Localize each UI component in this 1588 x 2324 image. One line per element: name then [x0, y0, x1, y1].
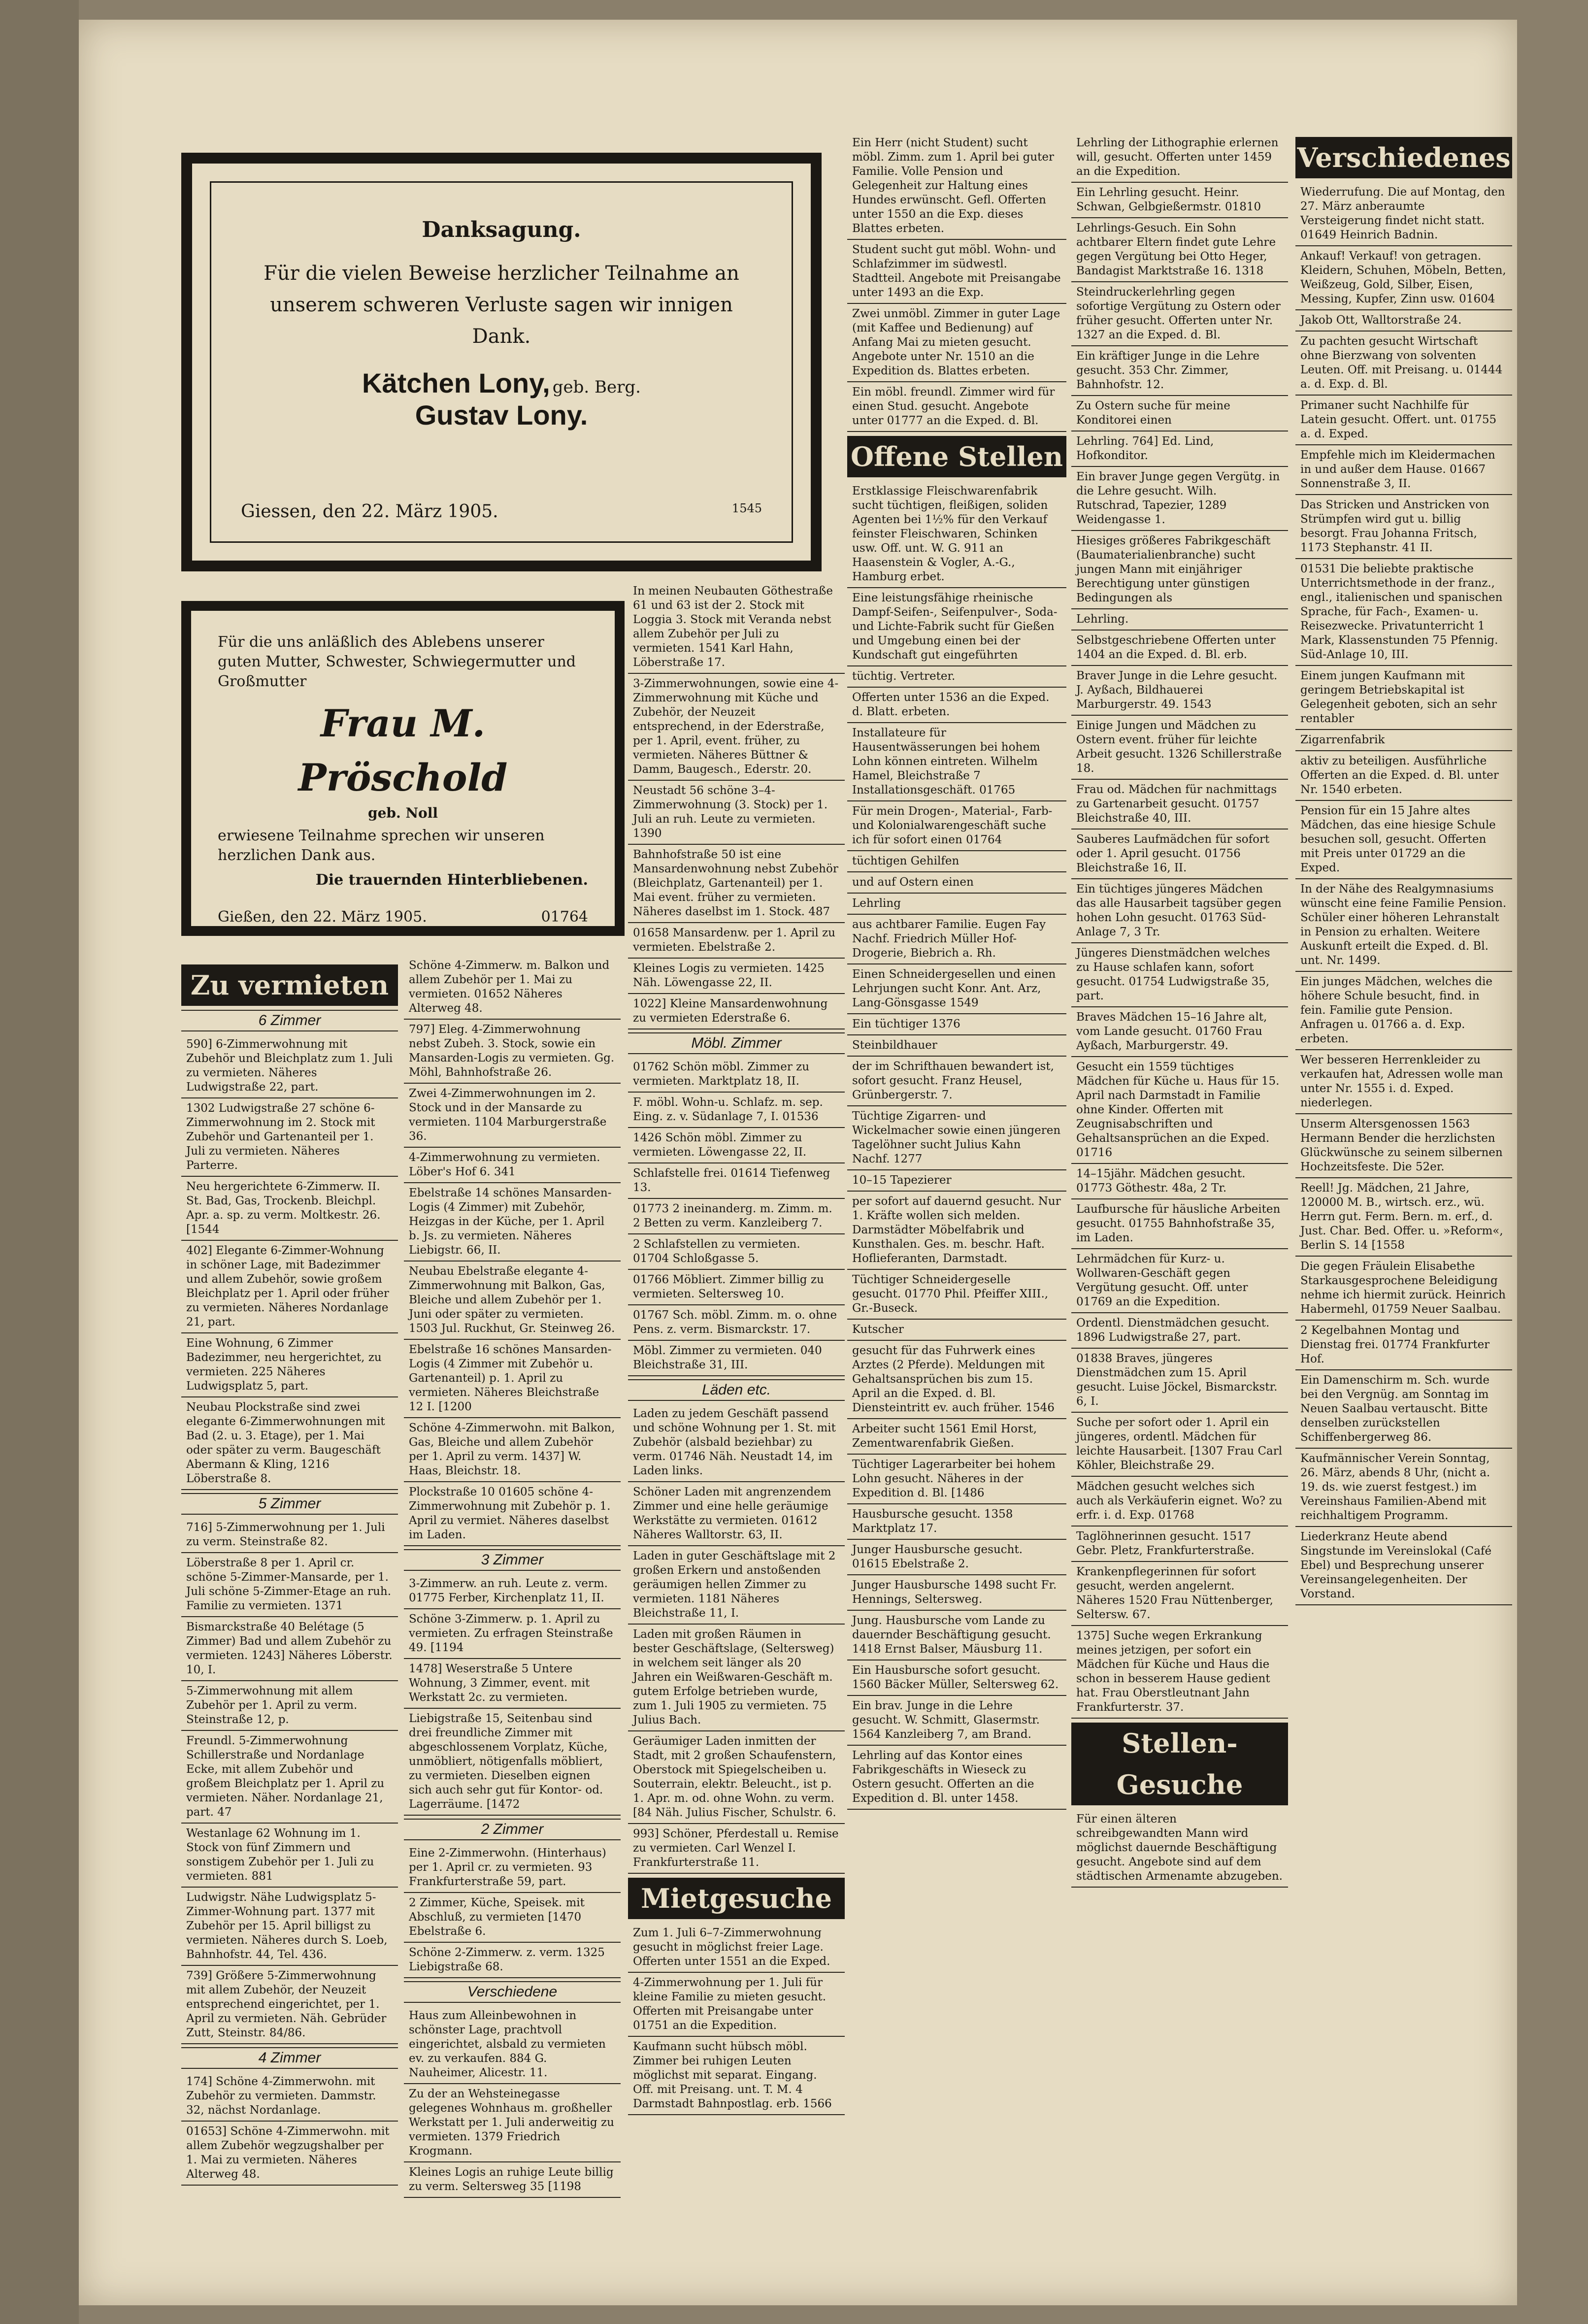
classified-ad: 4-Zimmerwohnung zu vermieten. Löber's Hof 6. 341 — [404, 1148, 621, 1183]
classified-ad: 4-Zimmerwohnung per 1. Juli für kleine Familie zu mieten gesucht. Offerten mit Preisangabe unter 01751 an die Expedition. — [628, 1973, 845, 2037]
classified-ad: Mädchen gesucht welches sich auch als Verkäuferin eignet. Wo? zu erfr. i. d. Exp. 01768 — [1071, 1477, 1288, 1527]
banner-mietgesuche: Mietgesuche — [628, 1878, 845, 1919]
classified-ad: Löberstraße 8 per 1. April cr. schöne 5-Zimmer-Mansarde, per 1. Juli schöne 5-Zimmer-Etage an ruh. Familie zu vermieten. 1371 — [181, 1553, 398, 1617]
classified-ad: Tüchtiger Schneidergeselle gesucht. 01770 Phil. Pfeiffer XIII., Gr.-Buseck. — [847, 1270, 1066, 1320]
classified-ad: Kaufmännischer Verein Sonntag, 26. März, abends 8 Uhr, (nicht a. 19. ds. wie zuerst festgest.) im Vereinshaus Familien-Abend mit reichhaltigem Programm. — [1295, 1449, 1512, 1527]
notice2-name: Frau M. Pröschold — [298, 701, 508, 799]
classified-ad: Die gegen Fräulein Elisabethe Starkausgesprochene Beleidigung nehme ich hiermit zurück. Heinrich Habermehl, 01759 Neuer Saalbau. — [1295, 1257, 1512, 1321]
classified-ad: Eine Wohnung, 6 Zimmer Badezimmer, neu hergerichtet, zu vermieten. 225 Näheres Ludwigsplatz 5, part. — [181, 1333, 398, 1397]
banner-verschiedenes: Verschiedenes — [1295, 137, 1512, 178]
classified-ad: Ein brav. Junge in die Lehre gesucht. W. Schmitt, Glasermstr. 1564 Kanzleiberg 7, am Brand. — [847, 1696, 1066, 1746]
classified-ad: Zum 1. Juli 6–7-Zimmerwohnung gesucht in möglichst freier Lage. Offerten unter 1551 an die Exped. — [628, 1923, 845, 1973]
classified-ad: Bismarckstraße 40 Belétage (5 Zimmer) Bad und allem Zubehör zu vermieten. 1243] Näheres Löberstr. 10, I. — [181, 1617, 398, 1681]
classified-ad: Frau od. Mädchen für nachmittags zu Gartenarbeit gesucht. 01757 Bleichstraße 40, III. — [1071, 780, 1288, 830]
ads-verschiedene — [404, 2006, 621, 2198]
banner-stellen-gesuche: Stellen-Gesuche — [1071, 1723, 1288, 1805]
classified-ad: Suche per sofort oder 1. April ein jüngeres, ordentl. Mädchen für leichte Hausarbeit. [1307 Frau Carl Köhler, Bleichstraße 29. — [1071, 1413, 1288, 1477]
classified-ad: 1426 Schön möbl. Zimmer zu vermieten. Löwengasse 22, II. — [628, 1128, 845, 1163]
classified-ad: Einen Schneidergesellen und einen Lehrjungen sucht Konr. Ant. Arz, Lang-Gönsgasse 1549 — [847, 964, 1066, 1014]
classified-ad: aktiv zu beteiligen. Ausführliche Offerten an die Exped. d. Bl. unter Nr. 1540 erbeten. — [1295, 751, 1512, 801]
classified-ad: Westanlage 62 Wohnung im 1. Stock von fünf Zimmern und sonstigem Zubehör per 1. Juli zu vermieten. 881 — [181, 1824, 398, 1888]
notice-title: Danksagung. — [422, 217, 581, 242]
section-6-zimmer: 6 Zimmer — [181, 1010, 398, 1031]
classified-ad: Zwei 4-Zimmerwohnungen im 2. Stock und in der Mansarde zu vermieten. 1104 Marburgerstraße 36. — [404, 1084, 621, 1148]
classified-ad: Ankauf! Verkauf! von getragen. Kleidern, Schuhen, Möbeln, Betten, Weißzeug, Gold, Silber, Eisen, Messing, Kupfer, Zinn usw. 01604 — [1295, 246, 1512, 310]
classified-ad: Für einen älteren schreibgewandten Mann wird möglichst dauernde Beschäftigung gesucht. Angebote sind auf dem städtischen Armenamte abzugeben. — [1071, 1809, 1288, 1888]
classified-ad: 01773 2 ineinanderg. m. Zimm. m. 2 Betten zu verm. Kanzleiberg 7. — [628, 1199, 845, 1234]
classified-ad: Neubau Plockstraße sind zwei elegante 6-Zimmerwohnungen mit Bad (2. u. 3. Etage), per 1. Mai oder später zu verm. Baugeschäft Abermann & Kling, 1216 Löberstraße 8. — [181, 1397, 398, 1490]
section-2-zimmer: 2 Zimmer — [404, 1819, 621, 1840]
classified-ad: Empfehle mich im Kleidermachen in und außer dem Hause. 01667 Sonnenstraße 3, II. — [1295, 445, 1512, 495]
scan-background — [0, 0, 79, 2324]
classified-ad: Ein möbl. freundl. Zimmer wird für einen Stud. gesucht. Angebote unter 01777 an die Exped. d. Bl. — [847, 382, 1066, 432]
ads-3-zimmer — [404, 1574, 621, 1816]
classified-ad: Kaufmann sucht hübsch möbl. Zimmer bei ruhigen Leuten möglichst mit separat. Eingang. Off. mit Preisang. unt. T. M. 4 Darmstadt Bahnpostlag. erb. 1566 — [628, 2037, 845, 2115]
classified-ad: gesucht für das Fuhrwerk eines Arztes (2 Pferde). Meldungen mit Gehaltsansprüchen bis zum 15. April an die Exped. d. Bl. Diensteintritt ev. auch früher. 1546 — [847, 1341, 1066, 1419]
classified-ad: Zu der an Wehsteinegasse gelegenes Wohnhaus m. großheller Werkstatt per 1. Juli anderweitig zu vermieten. 1379 Friedrich Krogmann. — [404, 2084, 621, 2162]
classified-ad: Ein junges Mädchen, welches die höhere Schule besucht, find. in fein. Familie gute Pension. Anfragen u. 01766 a. d. Exp. erbeten. — [1295, 972, 1512, 1050]
classified-ad: 3-Zimmerw. an ruh. Leute z. verm. 01775 Ferber, Kirchenplatz 11, II. — [404, 1574, 621, 1609]
classified-ad: In meinen Neubauten Göthestraße 61 und 63 ist der 2. Stock mit Loggia 3. Stock mit Veranda nebst allem Zubehör per Juli zu vermieten. 1541 Karl Hahn, Löberstraße 17. — [628, 581, 845, 674]
classified-ad: Ein kräftiger Junge in die Lehre gesucht. 353 Chr. Zimmer, Bahnhofstr. 12. — [1071, 346, 1288, 396]
classified-ad: 797] Eleg. 4-Zimmerwohnung nebst Zubeh. 3. Stock, sowie ein Mansarden-Logis zu vermieten. Gg. Möhl, Bahnhofstraße 26. — [404, 1020, 621, 1084]
section-laeden: Läden etc. — [628, 1379, 845, 1401]
ads-5-zimmer — [181, 1518, 398, 2044]
classified-ad: Lehrlings-Gesuch. Ein Sohn achtbarer Eltern findet gute Lehre gegen Vergütung bei Otto Heger, Bandagist Marktstraße 16. 1318 — [1071, 218, 1288, 282]
classified-ad: aus achtbarer Familie. Eugen Fay Nachf. Friedrich Müller Hof-Drogerie, Biebrich a. Rh. — [847, 915, 1066, 964]
classified-ad: Junger Hausbursche 1498 sucht Fr. Hennings, Seltersweg. — [847, 1575, 1066, 1611]
classified-ad: F. möbl. Wohn-u. Schlafz. m. sep. Eing. z. v. Südanlage 7, I. 01536 — [628, 1093, 845, 1128]
classified-ad: Schöne 2-Zimmerw. z. verm. 1325 Liebigstraße 68. — [404, 1943, 621, 1978]
classified-ad: Bahnhofstraße 50 ist eine Mansardenwohnung nebst Zubehör (Bleichplatz, Gartenanteil) per 1. Mai event. früher zu vermieten. Näheres daselbst im 1. Stock. 487 — [628, 845, 845, 923]
banner-zu-vermieten: Zu vermieten — [181, 964, 398, 1006]
classified-ad: Hiesiges größeres Fabrikgeschäft (Baumaterialienbranche) sucht jungen Mann mit einjähriger Berechtigung unter günstigen Bedingungen als — [1071, 531, 1288, 609]
section-5-zimmer: 5 Zimmer — [181, 1493, 398, 1515]
notice2-ref: 01764 — [541, 908, 588, 926]
ads-verschiedenes — [1295, 182, 1512, 1605]
notice-ref: 1545 — [731, 501, 762, 515]
classified-ad: Offerten unter 1536 an die Exped. d. Blatt. erbeten. — [847, 688, 1066, 723]
ads-wohnungen — [628, 581, 845, 1029]
notice-name-1-note: geb. Berg. — [552, 377, 641, 397]
classified-ad: Taglöhnerinnen gesucht. 1517 Gebr. Pletz, Frankfurterstraße. — [1071, 1527, 1288, 1562]
thank-you-notice-proeschold — [181, 601, 625, 936]
classified-ad: Arbeiter sucht 1561 Emil Horst, Zementwarenfabrik Gießen. — [847, 1419, 1066, 1455]
classified-ad: Ein Damenschirm m. Sch. wurde bei den Vergnüg. am Sonntag im Neuen Saalbau vertauscht. Bitte denselben zurückstellen Schiffenbergerweg 86. — [1295, 1370, 1512, 1449]
classified-ad: 402] Elegante 6-Zimmer-Wohnung in schöner Lage, mit Badezimmer und allem Zubehör, sowie großem Bleichplatz per 1. April oder früher zu vermieten. Näheres Nordanlage 21, part. — [181, 1241, 398, 1333]
classified-ad: Möbl. Zimmer zu vermieten. 040 Bleichstraße 31, III. — [628, 1341, 845, 1376]
classified-ad: Schlafstelle frei. 01614 Tiefenweg 13. — [628, 1163, 845, 1199]
classified-ad: Das Stricken und Anstricken von Strümpfen wird gut u. billig besorgt. Frau Johanna Fritsch, 1173 Stephanstr. 41 II. — [1295, 495, 1512, 559]
section-3-zimmer: 3 Zimmer — [404, 1549, 621, 1571]
classified-ad: tüchtigen Gehilfen — [847, 851, 1066, 872]
classified-ad: Einige Jungen und Mädchen zu Ostern event. früher für leichte Arbeit gesucht. 1326 Schillerstraße 18. — [1071, 716, 1288, 780]
notice2-intro: Für die uns anläßlich des Ablebens unserer guten Mutter, Schwester, Schwiegermutter und Großmutter — [218, 633, 576, 690]
notice-place-date: Giessen, den 22. März 1905. — [241, 501, 498, 522]
classified-ad: Laden mit großen Räumen in bester Geschäftslage, (Seltersweg) in welchem seit länger als 20 Jahren ein Weißwaren-Geschäft m. gutem Erfolge betrieben wurde, zum 1. Juli 1905 zu vermieten. 75 Julius Bach. — [628, 1625, 845, 1731]
classified-ad: 2 Kegelbahnen Montag und Dienstag frei. 01774 Frankfurter Hof. — [1295, 1321, 1512, 1370]
classified-ad: Jung. Hausbursche vom Lande zu dauernder Beschäftigung gesucht. 1418 Ernst Balser, Mäusburg 11. — [847, 1611, 1066, 1660]
classified-ad: 01658 Mansardenw. per 1. April zu vermieten. Ebelstraße 2. — [628, 923, 845, 959]
classified-ad: per sofort auf dauernd gesucht. Nur 1. Kräfte wollen sich melden. Darmstädter Möbelfabrik und Kunsthalen. Ges. m. beschr. Haft. Hoflieferanten, Darmstadt. — [847, 1192, 1066, 1270]
classified-ad: Jakob Ott, Walltorstraße 24. — [1295, 310, 1512, 332]
classified-ad: 10–15 Tapezierer — [847, 1170, 1066, 1192]
thank-you-notice-lony — [181, 153, 822, 571]
classified-ad: Schöner Laden mit angrenzendem Zimmer und eine helle geräumige Werkstätte zu vermieten. 01612 Näheres Walltorstr. 63, II. — [628, 1482, 845, 1546]
ads-moebl-zimmer — [628, 1057, 845, 1376]
notice2-name-note: geb. Noll — [367, 805, 438, 821]
classified-ad: 3-Zimmerwohnungen, sowie eine 4-Zimmerwohnung mit Küche und Zubehör, der Neuzeit entsprechend, in der Ederstraße, per 1. April, event. früher, zu vermieten. Näheres Büttner & Damm, Baugesch., Ederstr. 20. — [628, 674, 845, 781]
classified-ad: 1302 Ludwigstraße 27 schöne 6-Zimmerwohnung im 2. Stock mit Zubehör und Gartenanteil per 1. Juli zu vermieten. Näheres Parterre. — [181, 1098, 398, 1177]
ads-stellen-gesuche — [1071, 1809, 1288, 1888]
classified-ad: 739] Größere 5-Zimmerwohnung mit allem Zubehör, der Neuzeit entsprechend eingerichtet, per 1. April zu vermieten. Näh. Gebrüder Zutt, Steinstr. 84/86. — [181, 1966, 398, 2044]
classified-ad: Freundl. 5-Zimmerwohnung Schillerstraße und Nordanlage Ecke, mit allem Zubehör und großem Bleichplatz per 1. April zu vermieten. Näher. Nordanlage 21, part. 47 — [181, 1731, 398, 1824]
column-1 — [181, 961, 398, 2186]
classified-ad: 01766 Möbliert. Zimmer billig zu vermieten. Seltersweg 10. — [628, 1270, 845, 1305]
ads-offene-stellen-continued — [1071, 133, 1288, 1719]
column-5 — [1071, 133, 1288, 1888]
classified-ad: Selbstgeschriebene Offerten unter 1404 an die Exped. d. Bl. erb. — [1071, 631, 1288, 666]
classified-ad: Schöne 4-Zimmerwohn. mit Balkon, Gas, Bleiche und allem Zubehör per 1. April zu verm. 1437] W. Haas, Bleichstr. 18. — [404, 1418, 621, 1482]
classified-ad: Student sucht gut möbl. Wohn- und Schlafzimmer im südwestl. Stadtteil. Angebote mit Preisangabe unter 1493 an die Exp. — [847, 240, 1066, 304]
classified-ad: Kleines Logis zu vermieten. 1425 Näh. Löwengasse 22, II. — [628, 959, 845, 994]
ads-6-zimmer — [181, 1034, 398, 1490]
classified-ad: Installateure für Hausentwässerungen bei hohem Lohn können eintreten. Wilhelm Hamel, Bleichstraße 7 Installationsgeschäft. 01765 — [847, 723, 1066, 801]
classified-ad: Erstklassige Fleischwarenfabrik sucht tüchtigen, fleißigen, soliden Agenten bei 1½% für den Verkauf feinster Fleischwaren, Schinken usw. Off. unt. W. G. 911 an Haasenstein & Vogler, A.-G., Hamburg erbet. — [847, 481, 1066, 588]
classified-ad: Krankenpflegerinnen für sofort gesucht, werden angelernt. Näheres 1520 Frau Nüttenberger, Seltersw. 67. — [1071, 1562, 1288, 1626]
classified-ad: Jüngeres Dienstmädchen welches zu Hause schlafen kann, sofort gesucht. 01754 Ludwigstraße 35, part. — [1071, 943, 1288, 1007]
classified-ad: Lehrmädchen für Kurz- u. Wollwaren-Geschäft gegen Vergütung gesucht. Off. unter 01769 an die Expedition. — [1071, 1249, 1288, 1313]
classified-ad: Neustadt 56 schöne 3–4-Zimmerwohnung (3. Stock) per 1. Juli an ruh. Leute zu vermieten. 1390 — [628, 781, 845, 845]
classified-ad: Eine 2-Zimmerwohn. (Hinterhaus) per 1. April cr. zu vermieten. 93 Frankfurterstraße 59, part. — [404, 1843, 621, 1893]
classified-ad: Sauberes Laufmädchen für sofort oder 1. April gesucht. 01756 Bleichstraße 16, II. — [1071, 830, 1288, 879]
column-3 — [628, 581, 845, 2115]
classified-ad: 01762 Schön möbl. Zimmer zu vermieten. Marktplatz 18, II. — [628, 1057, 845, 1093]
classified-ad: Schöne 4-Zimmerw. m. Balkon und allem Zubehör per 1. Mai zu vermieten. 01652 Näheres Alterweg 48. — [404, 956, 621, 1020]
ads-4-zimmer-continued — [404, 956, 621, 1546]
classified-ad: Wer besseren Herrenkleider zu verkaufen hat, Adressen wolle man unter Nr. 1555 i. d. Exped. niederlegen. — [1295, 1050, 1512, 1114]
classified-ad: 01531 Die beliebte praktische Unterrichtsmethode in der franz., engl., italienischen und spanischen Sprache, für Fach-, Examen- u. Reisezwecke. Privatunterricht 1 Mark, Klassenstunden 75 Pfennig. Süd-Anlage 10, III. — [1295, 559, 1512, 666]
section-4-zimmer: 4 Zimmer — [181, 2047, 398, 2069]
classified-ad: Zigarrenfabrik — [1295, 730, 1512, 751]
notice2-signature: Die trauernden Hinterbliebenen. — [315, 871, 588, 889]
classified-ad: Ebelstraße 16 schönes Mansarden-Logis (4 Zimmer mit Zubehör u. Gartenanteil) p. 1. April zu vermieten. Näheres Bleichstraße 12 I. [1200 — [404, 1340, 621, 1418]
classified-ad: Zwei unmöbl. Zimmer in guter Lage (mit Kaffee und Bedienung) auf Anfang Mai zu mieten gesucht. Angebote unter Nr. 1510 an die Expedition ds. Blattes erbeten. — [847, 304, 1066, 382]
classified-ad: Kutscher — [847, 1320, 1066, 1341]
classified-ad: Für mein Drogen-, Material-, Farb- und Kolonialwarengeschäft suche ich für sofort einen 01764 — [847, 801, 1066, 851]
classified-ad: Eine leistungsfähige rheinische Dampf-Seifen-, Seifenpulver-, Soda- und Lichte-Fabrik sucht für Gießen und Umgebung einen bei der Kundschaft gut eingeführten — [847, 588, 1066, 666]
classified-ad: 01653] Schöne 4-Zimmerwohn. mit allem Zubehör wegzugshalber per 1. Mai zu vermieten. Näheres Alterweg 48. — [181, 2122, 398, 2186]
classified-ad: Reell! Jg. Mädchen, 21 Jahre, 120000 M. B., wirtsch. erz., wü. Herrn gut. Ferm. Bern. m. erf., d. Just. Char. Bed. Offer. u. »Reform«, Berlin S. 14 [1558 — [1295, 1178, 1512, 1257]
classified-ad: Unserm Altersgenossen 1563 Hermann Bender die herzlichsten Glückwünsche zu seinem silbernen Hochzeitsfeste. Die 52er. — [1295, 1114, 1512, 1178]
classified-ad: Lehrling der Lithographie erlernen will, gesucht. Offerten unter 1459 an die Expedition. — [1071, 133, 1288, 183]
classified-ad: Hausbursche gesucht. 1358 Marktplatz 17. — [847, 1504, 1066, 1540]
classified-ad: 2 Schlafstellen zu vermieten. 01704 Schloßgasse 5. — [628, 1234, 845, 1270]
classified-ad: 2 Zimmer, Küche, Speisek. mit Abschluß, zu vermieten [1470 Ebelstraße 6. — [404, 1893, 621, 1943]
banner-offene-stellen: Offene Stellen — [847, 436, 1066, 477]
column-4 — [847, 133, 1066, 1810]
classified-ad: Junger Hausbursche gesucht. 01615 Ebelstraße 2. — [847, 1540, 1066, 1575]
classified-ad: Gesucht ein 1559 tüchtiges Mädchen für Küche u. Haus für 15. April nach Darmstadt in Familie ohne Kinder. Offerten mit Zeugnisabschriften und Gehaltsansprüchen an die Exped. 01716 — [1071, 1057, 1288, 1164]
classified-ad: 14–15jähr. Mädchen gesucht. 01773 Göthestr. 48a, 2 Tr. — [1071, 1164, 1288, 1199]
notice-name-1: Kätchen Lony, — [362, 367, 550, 398]
classified-ad: Laufbursche für häusliche Arbeiten gesucht. 01755 Bahnhofstraße 35, im Laden. — [1071, 1199, 1288, 1249]
classified-ad: Tüchtige Zigarren- und Wickelmacher sowie einen jüngeren Tagelöhner sucht Julius Kahn Nachf. 1277 — [847, 1106, 1066, 1170]
ads-offene-stellen — [847, 481, 1066, 1810]
ads-2-zimmer — [404, 1843, 621, 1978]
classified-ad: Haus zum Alleinbewohnen in schönster Lage, prachtvoll eingerichtet, alsbald zu vermieten ev. zu verkaufen. 884 G. Nauheimer, Alicestr. 11. — [404, 2006, 621, 2084]
ads-4-zimmer — [181, 2072, 398, 2186]
classified-ad: Zu Ostern suche für meine Konditorei einen — [1071, 396, 1288, 432]
classified-ad: tüchtig. Vertreter. — [847, 666, 1066, 688]
classified-ad: 174] Schöne 4-Zimmerwohn. mit Zubehör zu vermieten. Dammstr. 32, nächst Nordanlage. — [181, 2072, 398, 2122]
classified-ad: Ebelstraße 14 schönes Mansarden-Logis (4 Zimmer) mit Zubehör, Heizgas in der Küche, per 1. April b. Js. zu vermieten. Näheres Liebigstr. 66, II. — [404, 1183, 621, 1262]
classified-ad: 01767 Sch. möbl. Zimm. m. o. ohne Pens. z. verm. Bismarckstr. 17. — [628, 1305, 845, 1341]
classified-ad: Ludwigstr. Nähe Ludwigsplatz 5-Zimmer-Wohnung part. 1377 mit Zubehör per 15. April billigst zu vermieten. Näheres durch S. Loeb, Bahnhofstr. 44, Tel. 436. — [181, 1888, 398, 1966]
classified-ad: Zu pachten gesucht Wirtschaft ohne Bierzwang von solventen Leuten. Off. mit Preisang. u. 01444 a. d. Exp. d. Bl. — [1295, 332, 1512, 396]
notice2-body: erwiesene Teilnahme sprechen wir unseren herzlichen Dank aus. — [218, 827, 545, 864]
classified-ad: 590] 6-Zimmerwohnung mit Zubehör und Bleichplatz zum 1. Juli zu vermieten. Näheres Ludwigstraße 22, part. — [181, 1034, 398, 1098]
notice2-place-date: Gießen, den 22. März 1905. — [218, 908, 427, 926]
classified-ad: Braver Junge in die Lehre gesucht. J. Ayßach, Bildhauerei Marburgerstr. 49. 1543 — [1071, 666, 1288, 716]
classified-ad: 1375] Suche wegen Erkrankung meines jetzigen, per sofort ein Mädchen für Küche und Haus die schon in besserem Hause gedient hat. Frau Oberstleutnant Jahn Frankfurterstr. 37. — [1071, 1626, 1288, 1719]
classified-ad: 716] 5-Zimmerwohnung per 1. Juli zu verm. Steinstraße 82. — [181, 1518, 398, 1553]
notice-name-2: Gustav Lony. — [415, 399, 588, 431]
classified-ad: Ein tüchtiges jüngeres Mädchen das alle Hausarbeit tagsüber gegen hohen Lohn gesucht. 01763 Süd-Anlage 7, 3 Tr. — [1071, 879, 1288, 943]
classified-ad: 1478] Weserstraße 5 Untere Wohnung, 3 Zimmer, event. mit Werkstatt 2c. zu vermieten. — [404, 1659, 621, 1709]
classified-ad: Ein tüchtiger 1376 — [847, 1014, 1066, 1035]
classified-ad: 1022] Kleine Mansardenwohnung zu vermieten Ederstraße 6. — [628, 994, 845, 1029]
classified-ad: Kleines Logis an ruhige Leute billig zu verm. Seltersweg 35 [1198 — [404, 2162, 621, 2198]
classified-ad: Einem jungen Kaufmann mit geringem Betriebskapital ist Gelegenheit geboten, sich an sehr rentabler — [1295, 666, 1512, 730]
classified-ad: Schöne 3-Zimmerw. p. 1. April zu vermieten. Zu erfragen Steinstraße 49. [1194 — [404, 1609, 621, 1659]
classified-ad: Wiederrufung. Die auf Montag, den 27. März anberaumte Versteigerung findet nicht statt. 01649 Heinrich Badnin. — [1295, 182, 1512, 246]
classified-ad: 993] Schöner, Pferdestall u. Remise zu vermieten. Carl Wenzel I. Frankfurterstraße 11. — [628, 1824, 845, 1874]
classified-ad: Liederkranz Heute abend Singstunde im Vereinslokal (Café Ebel) und Besprechung unserer Vereinsangelegenheiten. Der Vorstand. — [1295, 1527, 1512, 1605]
classified-ad: Ein Herr (nicht Student) sucht möbl. Zimm. zum 1. April bei guter Familie. Volle Pension und Gelegenheit zur Haltung eines Hundes erwünscht. Gefl. Offerten unter 1550 an die Exp. dieses Blattes erbeten. — [847, 133, 1066, 240]
section-moebl-zimmer: Möbl. Zimmer — [628, 1032, 845, 1054]
classified-ad: Ein Lehrling gesucht. Heinr. Schwan, Gelbgießermstr. 01810 — [1071, 183, 1288, 218]
classified-ad: Lehrling. — [1071, 609, 1288, 631]
section-verschiedene: Verschiedene — [404, 1981, 621, 2003]
classified-ad: Braves Mädchen 15–16 Jahre alt, vom Lande gesucht. 01760 Frau Ayßach, Marburgerstr. 49. — [1071, 1007, 1288, 1057]
classified-ad: Lehrling. 764] Ed. Lind, Hofkonditor. — [1071, 432, 1288, 467]
classified-ad: Pension für ein 15 Jahre altes Mädchen, das eine hiesige Schule besuchen soll, gesucht. Offerten mit Preis unter 01729 an die Exped. — [1295, 801, 1512, 879]
classified-ad: In der Nähe des Realgymnasiums wünscht eine feine Familie Pension. Schüler einer höheren Lehranstalt in Pension zu erhalten. Weitere Auskunft erteilt die Exped. d. Bl. unt. Nr. 1499. — [1295, 879, 1512, 972]
classified-ad: Ein braver Junge gegen Vergütg. in die Lehre gesucht. Wilh. Rutschrad, Tapezier, 1289 Weidengasse 1. — [1071, 467, 1288, 531]
classified-ad: Primaner sucht Nachhilfe für Latein gesucht. Offert. unt. 01755 a. d. Exped. — [1295, 396, 1512, 445]
classified-ad: Liebigstraße 15, Seitenbau sind drei freundliche Zimmer mit abgeschlossenem Vorplatz, Küche, unmöbliert, nötigenfalls möbliert, zu vermieten. Dieselben eignen sich auch sehr gut für Kontor- od. Lagerräume. [1472 — [404, 1709, 621, 1816]
classified-ad: Ordentl. Dienstmädchen gesucht. 1896 Ludwigstraße 27, part. — [1071, 1313, 1288, 1349]
notice-body: Für die vielen Beweise herzlicher Teilnahme an unserem schweren Verluste sagen wir innigen Dank. — [264, 262, 739, 348]
classified-ad: 01838 Braves, jüngeres Dienstmädchen zum 15. April gesucht. Luise Jöckel, Bismarckstr. 6, I. — [1071, 1349, 1288, 1413]
column-6 — [1295, 133, 1512, 1605]
classified-ad: Laden zu jedem Geschäft passend und schöne Wohnung per 1. St. mit Zubehör (alsbald beziehbar) zu verm. 01746 Näh. Neustadt 14, im Laden links. — [628, 1404, 845, 1482]
classified-ad: Ein Hausbursche sofort gesucht. 1560 Bäcker Müller, Seltersweg 62. — [847, 1660, 1066, 1696]
ads-mietgesuche — [628, 1923, 845, 2115]
classified-ad: Laden in guter Geschäftslage mit 2 großen Erkern und anstoßenden geräumigen hellen Zimmer zu vermieten. 1181 Näheres Bleichstraße 11, I. — [628, 1546, 845, 1625]
classified-ad: Lehrling — [847, 894, 1066, 915]
ads-mietgesuche-continued — [847, 133, 1066, 432]
classified-ad: Tüchtiger Lagerarbeiter bei hohem Lohn gesucht. Näheres in der Expedition d. Bl. [1486 — [847, 1455, 1066, 1504]
column-2 — [404, 956, 621, 2198]
classified-ad: Neubau Ebelstraße elegante 4-Zimmerwohnung mit Balkon, Gas, Bleiche und allem Zubehör per 1. Juni oder später zu vermieten. 1503 Jul. Ruckhut, Gr. Steinweg 26. — [404, 1262, 621, 1340]
classified-ad: Steindruckerlehrling gegen sofortige Vergütung zu Ostern oder früher gesucht. Offerten unter Nr. 1327 an die Exped. d. Bl. — [1071, 282, 1288, 346]
classified-ad: Geräumiger Laden inmitten der Stadt, mit 2 großen Schaufenstern, Oberstock mit Spiegelscheiben u. Souterrain, elektr. Beleucht., ist p. 1. Apr. m. od. ohne Wohn. zu verm. [84 Näh. Julius Fischer, Schulstr. 6. — [628, 1731, 845, 1824]
classified-ad: Steinbildhauer — [847, 1035, 1066, 1057]
classified-ad: Plockstraße 10 01605 schöne 4-Zimmerwohnung mit Zubehör p. 1. April zu vermiet. Näheres daselbst im Laden. — [404, 1482, 621, 1546]
classified-ad: und auf Ostern einen — [847, 872, 1066, 894]
ads-laeden — [628, 1404, 845, 1874]
classified-ad: 5-Zimmerwohnung mit allem Zubehör per 1. April zu verm. Steinstraße 12, p. — [181, 1681, 398, 1731]
classified-ad: Lehrling auf das Kontor eines Fabrikgeschäfts in Wieseck zu Ostern gesucht. Offerten an die Expedition d. Bl. unter 1458. — [847, 1746, 1066, 1810]
classified-ad: der im Schrifthauen bewandert ist, sofort gesucht. Franz Heusel, Grünbergerstr. 7. — [847, 1057, 1066, 1106]
classified-ad: Neu hergerichtete 6-Zimmerw. II. St. Bad, Gas, Trockenb. Bleichpl. Apr. a. sp. zu verm. Moltkestr. 26. [1544 — [181, 1177, 398, 1241]
